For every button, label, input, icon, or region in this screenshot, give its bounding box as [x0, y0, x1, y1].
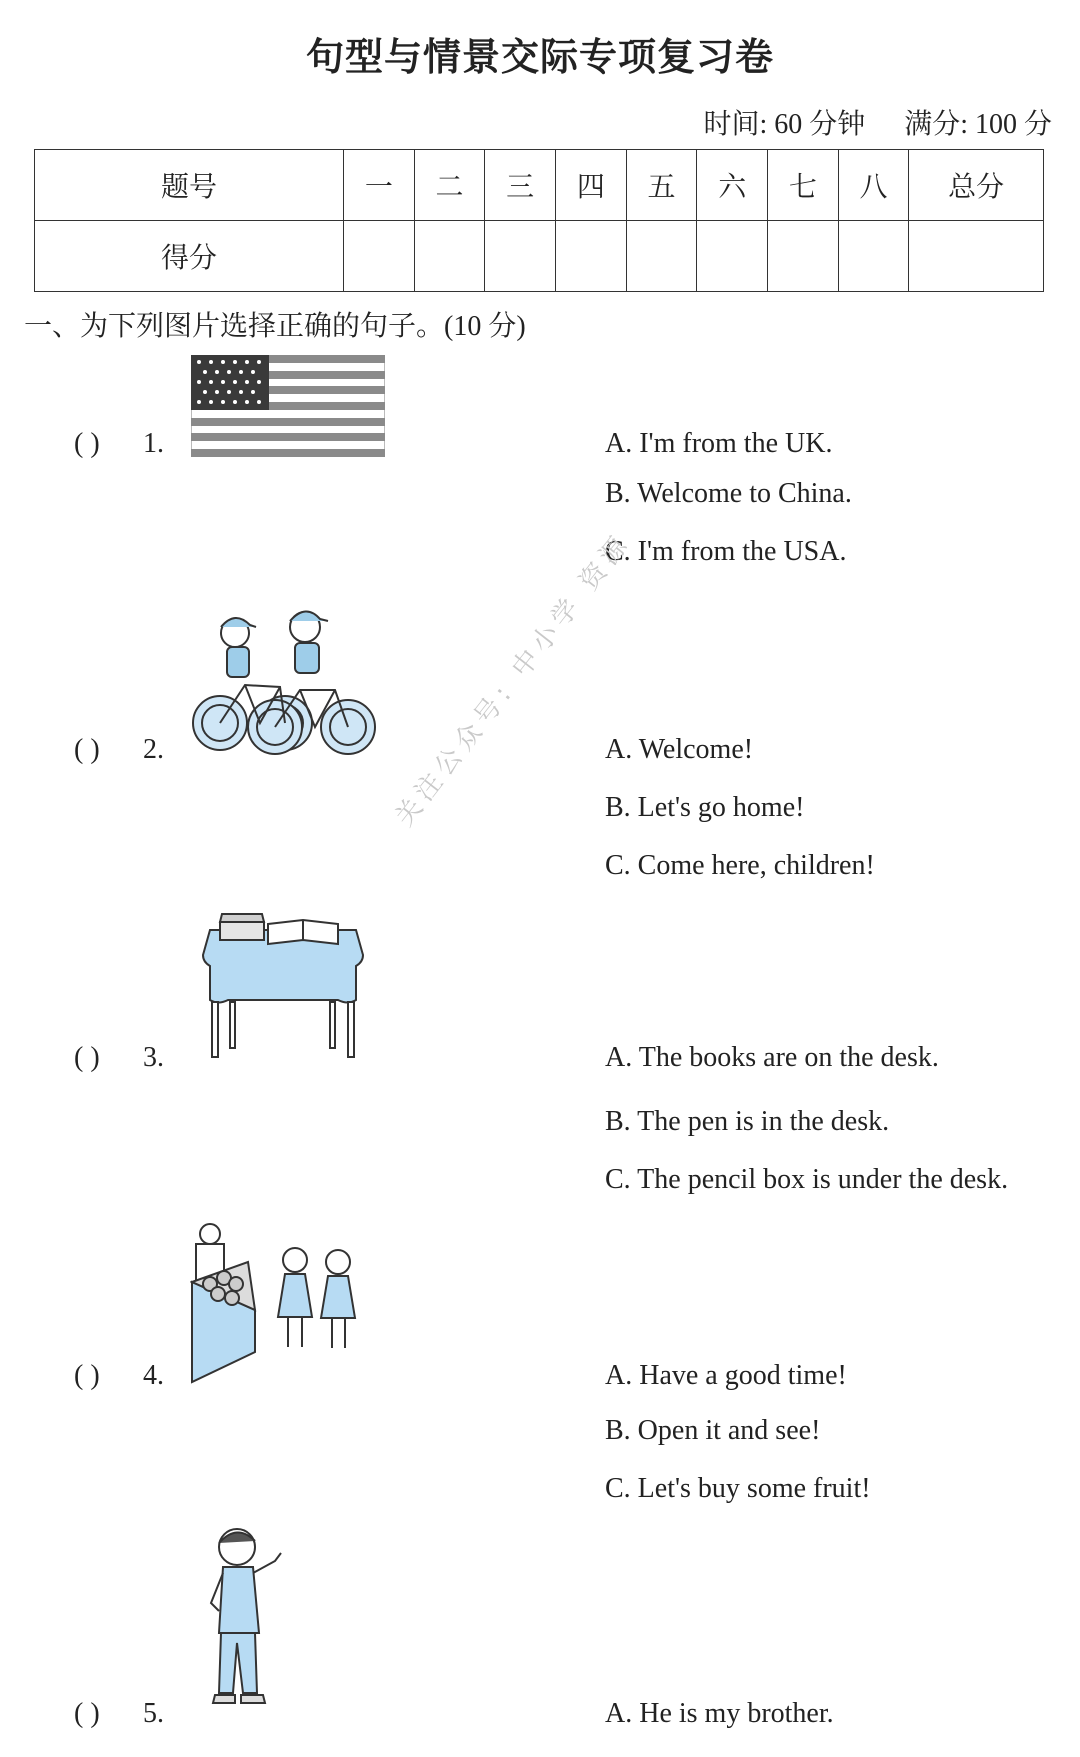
answer-blank[interactable]: ( ): [74, 1042, 100, 1073]
page-title: 句型与情景交际专项复习卷: [305, 35, 774, 79]
score-cell[interactable]: [697, 221, 768, 292]
question-number: 2.: [143, 734, 164, 765]
section-heading: 一、为下列图片选择正确的句子。(10 分): [24, 311, 526, 342]
header-cell: 总分: [909, 150, 1044, 221]
watermark: 关注公众号: 中小学 资源: [389, 527, 638, 833]
answer-blank[interactable]: ( ): [74, 1360, 100, 1391]
score-table-header-row: [35, 150, 1044, 221]
answer-blank[interactable]: ( ): [74, 1698, 100, 1729]
option-b: B. Welcome to China.: [605, 478, 852, 509]
answer-blank[interactable]: ( ): [74, 734, 100, 765]
option-a: A. I'm from the UK.: [605, 428, 833, 459]
header-cell: 二: [414, 150, 485, 221]
option-b: B. The pen is in the desk.: [605, 1106, 890, 1137]
option-a: A. The books are on the desk.: [605, 1042, 939, 1073]
question-number: 1.: [143, 428, 164, 459]
score-cell[interactable]: [626, 221, 697, 292]
option-c: C. I'm from the USA.: [605, 536, 847, 567]
usa-flag-image: [191, 355, 385, 457]
header-cell: 四: [556, 150, 627, 221]
children-cycling-image: [190, 605, 390, 760]
option-b: B. Let's go home!: [605, 792, 805, 823]
header-cell: 八: [838, 150, 909, 221]
score-cell[interactable]: [485, 221, 556, 292]
option-c: C. Come here, children!: [605, 850, 875, 881]
desk-with-books-image: [198, 910, 368, 1060]
header-cell: 题号: [35, 150, 344, 221]
exam-meta: [703, 102, 1052, 142]
question-number: 5.: [143, 1698, 164, 1729]
score-table: [34, 149, 1044, 292]
score-cell[interactable]: [838, 221, 909, 292]
time-limit: 时间: 60 分钟: [703, 109, 866, 140]
fruit-shop-image: [190, 1222, 365, 1384]
full-score: 满分: 100 分: [904, 109, 1052, 140]
header-cell: 一: [344, 150, 415, 221]
row-label: 得分: [35, 221, 344, 292]
score-cell[interactable]: [556, 221, 627, 292]
option-a: A. Have a good time!: [605, 1360, 847, 1391]
score-table-score-row: [35, 221, 1044, 292]
score-cell[interactable]: [768, 221, 839, 292]
header-cell: 七: [768, 150, 839, 221]
score-cell[interactable]: [414, 221, 485, 292]
question-number: 4.: [143, 1360, 164, 1391]
option-a: A. He is my brother.: [605, 1698, 834, 1729]
answer-blank[interactable]: ( ): [74, 428, 100, 459]
score-cell[interactable]: [909, 221, 1044, 292]
option-c: C. The pencil box is under the desk.: [605, 1164, 1009, 1195]
boy-introducing-image: [205, 1523, 295, 1718]
option-a: A. Welcome!: [605, 734, 754, 765]
score-cell[interactable]: [344, 221, 415, 292]
option-c: C. Let's buy some fruit!: [605, 1473, 871, 1504]
question-number: 3.: [143, 1042, 164, 1073]
header-cell: 六: [697, 150, 768, 221]
option-b: B. Open it and see!: [605, 1415, 821, 1446]
header-cell: 三: [485, 150, 556, 221]
header-cell: 五: [626, 150, 697, 221]
